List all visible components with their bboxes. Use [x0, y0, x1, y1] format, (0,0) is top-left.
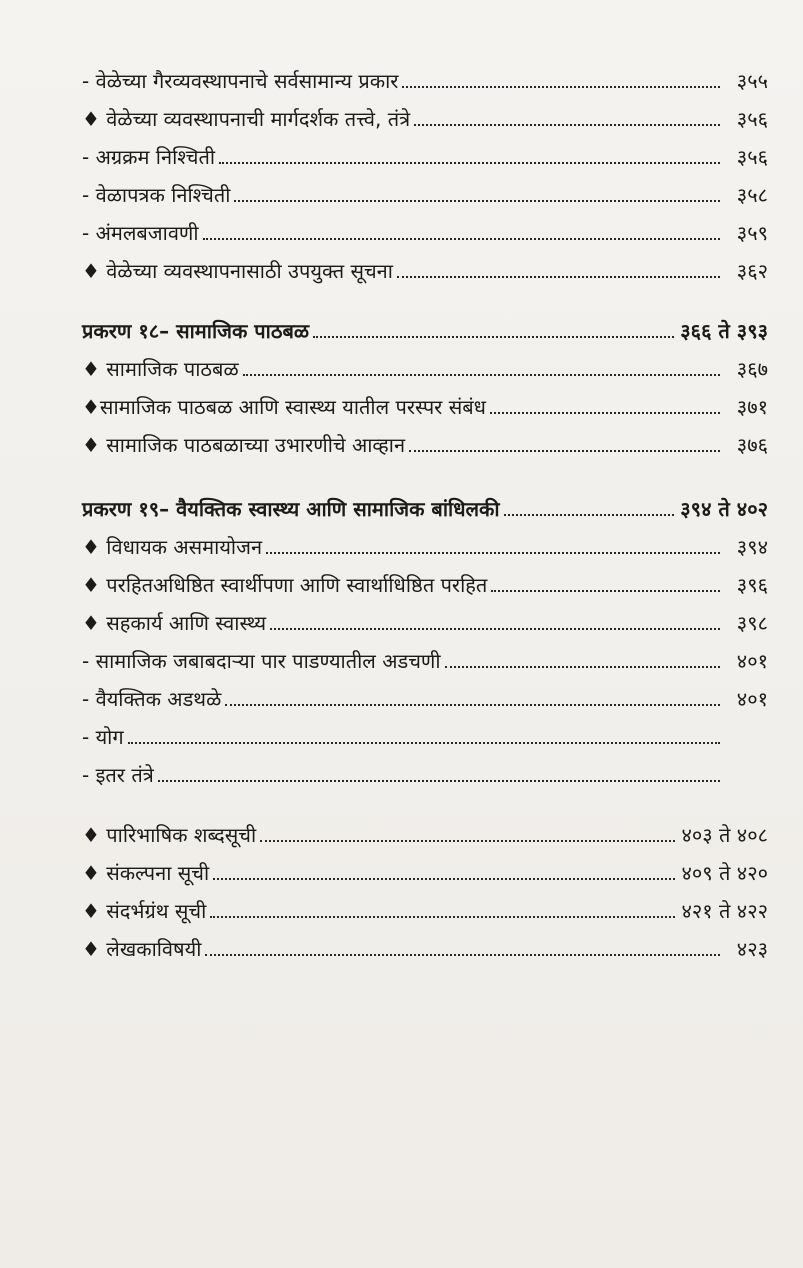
toc-entry[interactable]: [82, 246, 768, 284]
toc-entry-title: ♦ वेळेच्या व्यवस्थापनाची मार्गदर्शक तत्त्वे, तंत्रे: [82, 107, 411, 131]
section-spacer: [82, 458, 768, 484]
chapter-page-range: ३९४ ते ४०२: [680, 497, 768, 521]
toc-entry[interactable]: [82, 344, 768, 382]
toc-entry-page: ३९६: [736, 573, 768, 597]
toc-entry[interactable]: [82, 712, 768, 750]
dot-leader: [213, 878, 675, 880]
chapter-heading[interactable]: [82, 306, 768, 344]
chapter-heading[interactable]: [82, 484, 768, 522]
toc-entry-page: ३५८: [736, 183, 768, 207]
chapter-title: प्रकरण १८– सामाजिक पाठबळ: [82, 319, 310, 343]
toc-entry[interactable]: [82, 636, 768, 674]
toc-entry-page: ४०१: [736, 649, 768, 673]
dot-leader: [270, 628, 720, 630]
toc-entry[interactable]: [82, 848, 768, 886]
dot-leader: [445, 666, 720, 668]
section-spacer: [82, 788, 768, 810]
dot-leader: [409, 450, 720, 452]
toc-entry[interactable]: [82, 56, 768, 94]
toc-entry[interactable]: [82, 382, 768, 420]
toc-entry[interactable]: [82, 598, 768, 636]
toc-entry-title: ♦ पारिभाषिक शब्दसूची: [82, 823, 257, 847]
toc-entry-page: ३६७: [736, 357, 768, 381]
toc-entry-title: ♦ परहितअधिष्ठित स्वार्थीपणा आणि स्वार्थाधिष्ठित परहित: [82, 573, 488, 597]
toc-entry-title: - वैयक्तिक अडथळे: [82, 687, 222, 711]
toc-entry-title: ♦ सामाजिक पाठबळ: [82, 357, 239, 381]
toc-entry-title: ♦ सहकार्य आणि स्वास्थ्य: [82, 611, 267, 635]
toc-entry-title: - योग: [82, 725, 124, 749]
toc-entry[interactable]: [82, 750, 768, 788]
toc-entry-title: - इतर तंत्रे: [82, 763, 154, 787]
toc-entry-title: ♦ विधायक असमायोजन: [82, 535, 263, 559]
toc-entry-page: ३७१: [736, 395, 768, 419]
toc-entry-page: ४२१ ते ४२२: [681, 899, 768, 923]
dot-leader: [243, 374, 720, 376]
dot-leader: [158, 780, 720, 782]
toc-entry-page: ३५५: [736, 69, 768, 93]
toc-entry[interactable]: [82, 522, 768, 560]
toc-entry[interactable]: [82, 674, 768, 712]
toc-entry-page: ३५६: [736, 107, 768, 131]
toc-entry-title: ♦ संकल्पना सूची: [82, 861, 210, 885]
dot-leader: [260, 840, 675, 842]
toc-entry-page: ४०१: [736, 687, 768, 711]
toc-entry-page: ३५६: [736, 145, 768, 169]
dot-leader: [225, 704, 720, 706]
toc-entry-title: - अग्रक्रम निश्चिती: [82, 145, 216, 169]
dot-leader: [266, 552, 720, 554]
toc-entry-page: ३९४: [736, 535, 768, 559]
toc-entry-page: ३५९: [736, 221, 768, 245]
dot-leader: [397, 276, 720, 278]
toc-entry-title: ♦ लेखकाविषयी: [82, 937, 202, 961]
toc-entry-title: - सामाजिक जबाबदाऱ्या पार पाडण्यातील अडचणी: [82, 649, 441, 673]
dot-leader: [205, 954, 720, 956]
toc-entry[interactable]: [82, 924, 768, 962]
toc-entry-page: ४०३ ते ४०८: [681, 823, 768, 847]
dot-leader: [203, 238, 720, 240]
dot-leader: [491, 590, 720, 592]
dot-leader: [128, 742, 720, 744]
chapter-page-range: ३६६ ते ३९३: [680, 319, 768, 343]
toc-entry-title: ♦ संदर्भग्रंथ सूची: [82, 899, 207, 923]
dot-leader: [490, 412, 720, 414]
dot-leader: [414, 124, 720, 126]
toc-entry-page: ४२३: [736, 937, 768, 961]
dot-leader: [504, 514, 675, 516]
toc-entry[interactable]: [82, 886, 768, 924]
table-of-contents: [82, 56, 768, 962]
dot-leader: [210, 916, 675, 918]
toc-entry-page: ४०९ ते ४२०: [681, 861, 768, 885]
section-spacer: [82, 284, 768, 306]
toc-entry[interactable]: [82, 560, 768, 598]
toc-entry-page: ३७६: [736, 433, 768, 457]
dot-leader: [313, 336, 674, 338]
toc-entry-page: ३६२: [736, 259, 768, 283]
dot-leader: [219, 162, 720, 164]
toc-entry[interactable]: [82, 170, 768, 208]
toc-entry[interactable]: [82, 810, 768, 848]
toc-entry[interactable]: [82, 94, 768, 132]
toc-entry-title: ♦ सामाजिक पाठबळाच्या उभारणीचे आव्हान: [82, 433, 406, 457]
toc-entry-title: ♦सामाजिक पाठबळ आणि स्वास्थ्य यातील परस्पर संबंध: [82, 395, 486, 419]
chapter-title: प्रकरण १९– वैयक्तिक स्वास्थ्य आणि सामाजिक बांधिलकी: [82, 497, 500, 521]
toc-entry-title: - अंमलबजावणी: [82, 221, 199, 245]
toc-entry[interactable]: [82, 132, 768, 170]
toc-entry[interactable]: [82, 208, 768, 246]
toc-entry[interactable]: [82, 420, 768, 458]
toc-entry-page: ३९८: [736, 611, 768, 635]
dot-leader: [234, 200, 720, 202]
toc-entry-title: ♦ वेळेच्या व्यवस्थापनासाठी उपयुक्त सूचना: [82, 259, 393, 283]
toc-entry-title: - वेळापत्रक निश्चिती: [82, 183, 231, 207]
toc-entry-title: - वेळेच्या गैरव्यवस्थापनाचे सर्वसामान्य प्रकार: [82, 69, 399, 93]
dot-leader: [402, 86, 720, 88]
